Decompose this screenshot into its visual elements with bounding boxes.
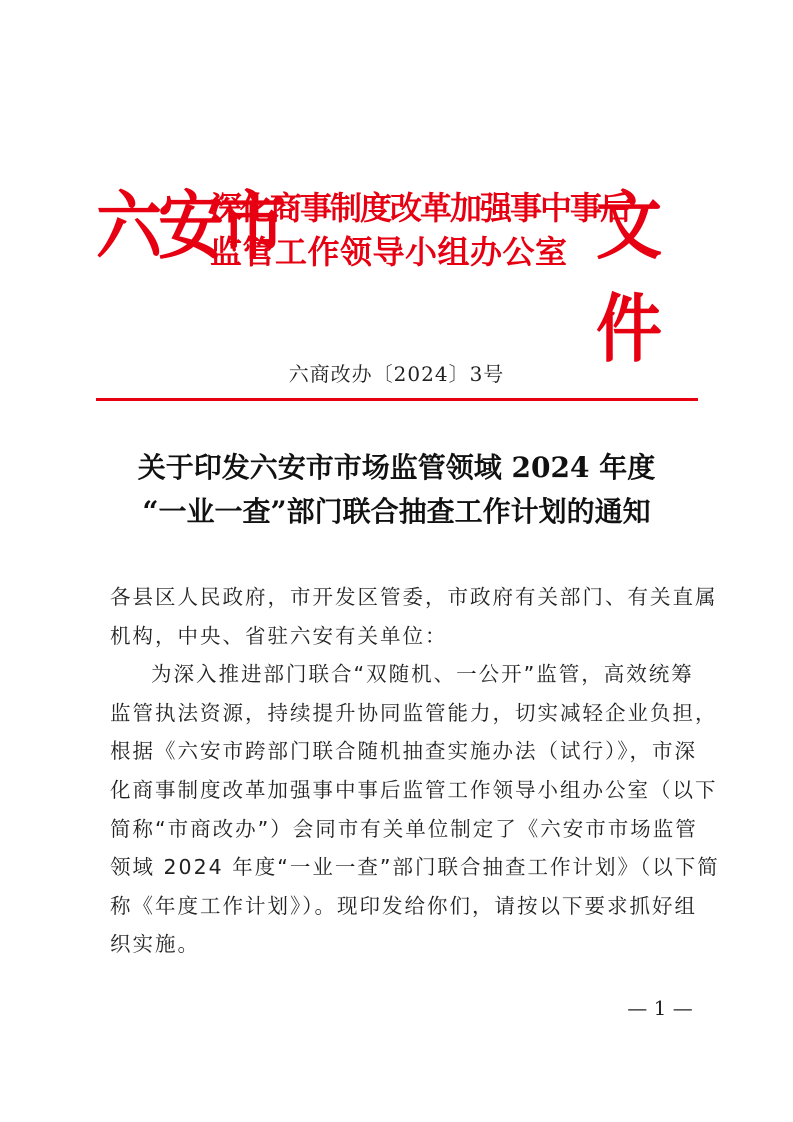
- body-line: 化商事制度改革加强事中事后监管工作领导小组办公室（以下: [110, 777, 718, 802]
- body-line: 监管执法资源，持续提升协同监管能力，切实减轻企业负担，: [110, 700, 718, 725]
- header-org-line-2: 监管工作领导小组办公室: [210, 233, 568, 271]
- document-body: [110, 578, 720, 964]
- body-line: 称《年度工作计划》）。现印发给你们，请按以下要求抓好组: [110, 893, 697, 918]
- header-city: 六安市: [96, 181, 282, 270]
- document-header: [96, 166, 696, 373]
- title-line-1: 关于印发六安市市场监管领域 2024 年度: [137, 451, 656, 484]
- red-divider: [96, 398, 698, 401]
- body-line: 各县区人民政府，市开发区管委，市政府有关部门、有关直属: [110, 585, 718, 609]
- document-number: 六商改办〔2024〕3号: [288, 362, 505, 386]
- title-line-2: “一业一查”部门联合抽查工作计划的通知: [142, 495, 651, 528]
- body-line: 简称“市商改办”）会同市有关单位制定了《六安市市场监管: [110, 816, 698, 841]
- body-line: 根据《六安市跨部门联合随机抽查实施办法（试行）》，市深: [110, 739, 697, 764]
- body-line: 为深入推进部门联合“双随机、一公开”监管，高效统筹: [151, 662, 694, 687]
- header-organization: [210, 186, 631, 274]
- header-org-line-1: 深化商事制度改革加强事中事后: [210, 189, 631, 227]
- header-doc-word: 文件: [596, 181, 658, 373]
- body-line: 织实施。: [110, 932, 200, 957]
- body-line: 领域 2024 年度“一业一查”部门联合抽查工作计划》（以下简: [110, 855, 720, 880]
- body-line: 机构，中央、省驻六安有关单位：: [110, 623, 448, 648]
- page-number: — 1 —: [627, 996, 693, 1020]
- document-title: [0, 446, 793, 534]
